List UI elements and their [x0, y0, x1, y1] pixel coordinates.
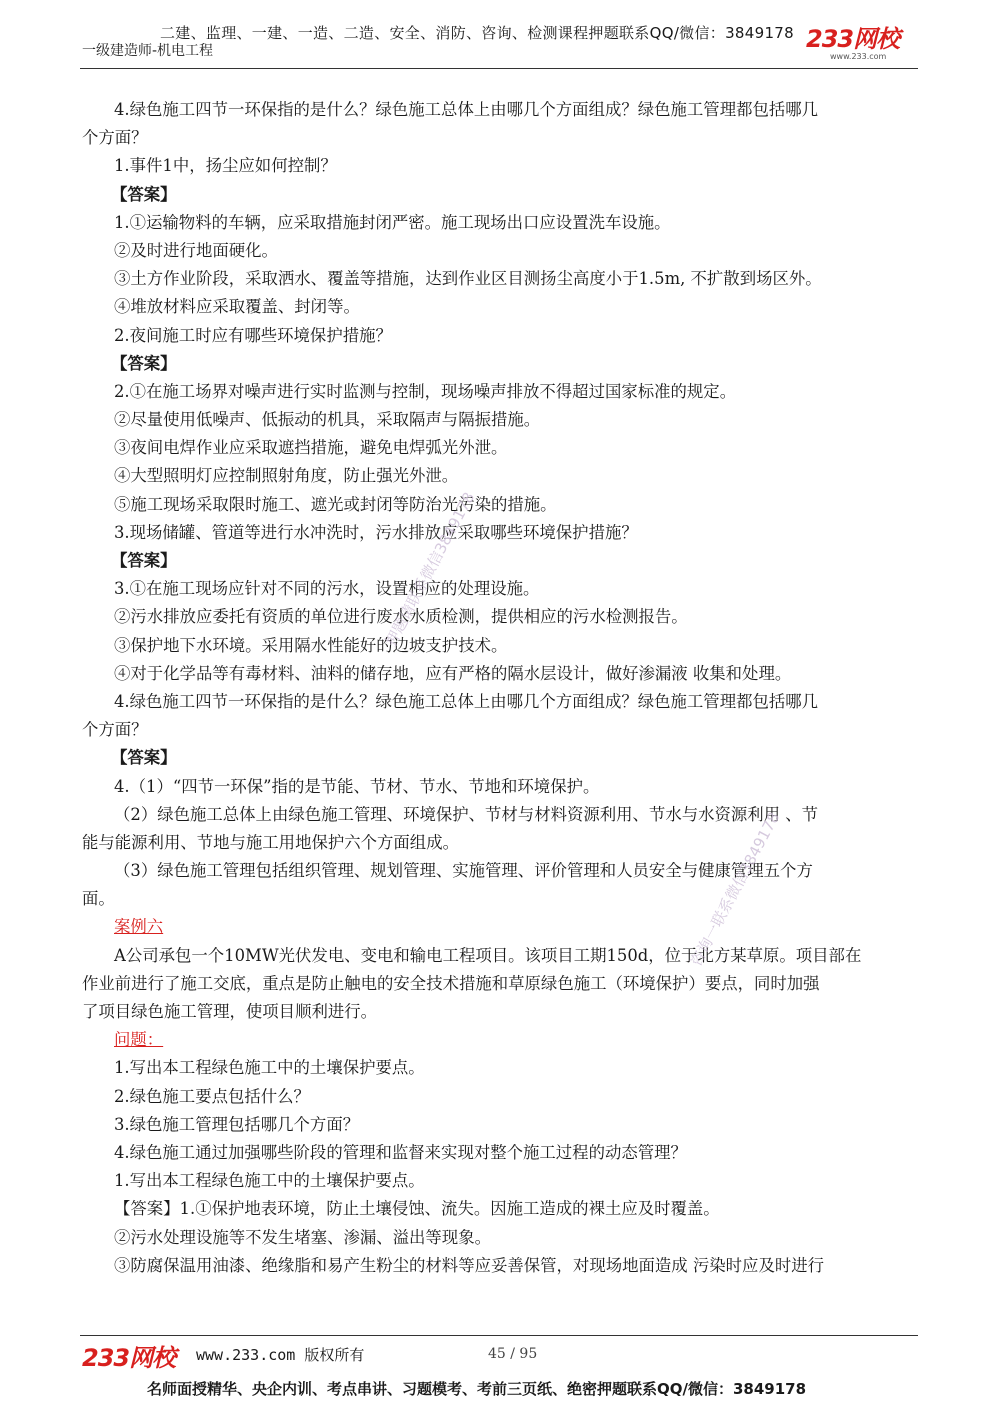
document-body — [82, 96, 927, 1280]
paragraph-line: ⑤施工现场采取限时施工、遮光或封闭等防治光污染的措施。 — [114, 494, 557, 514]
paragraph-line: 4.（1）“四节一环保”指的是节能、节材、节水、节地和环境保护。 — [114, 776, 600, 796]
paragraph-line: 4.绿色施工四节一环保指的是什么？绿色施工总体上由哪几个方面组成？绿色施工管理都包括哪几 — [114, 100, 819, 119]
paragraph-line: ③土方作业阶段，采取洒水、覆盖等措施，达到作业区目测扬尘高度小于1.5m, 不扩散到场区外。 — [114, 269, 822, 289]
paragraph-line: 个方面？ — [82, 128, 148, 148]
paragraph-line: （3）绿色施工管理包括组织管理、规划管理、实施管理、评价管理和人员安全与健康管理五个方 — [114, 861, 813, 881]
document-subtitle: 一级建造师-机电工程 — [82, 43, 214, 59]
watermark-text: 押题请联系微信3849178 — [381, 489, 479, 650]
case-title: 案例六 — [114, 917, 164, 937]
paragraph-line: 作业前进行了施工交底，重点是防止触电的安全技术措施和草原绿色施工（环境保护）要点，同时加强 — [82, 973, 820, 993]
paragraph-line: （2）绿色施工总体上由绿色施工管理、环境保护、节材与材料资源利用、节水与水资源利用 、节 — [114, 804, 819, 824]
question-line: 3.绿色施工管理包括哪几个方面？ — [114, 1114, 360, 1134]
paragraph-line: 个方面？ — [82, 720, 148, 740]
question-line: 2.绿色施工要点包括什么？ — [114, 1086, 310, 1106]
paragraph-line: ②污水排放应委托有资质的单位进行废水水质检测，提供相应的污水检测报告。 — [114, 607, 688, 627]
question-line: 1.事件1中，扬尘应如何控制？ — [114, 156, 337, 176]
header-divider — [80, 68, 918, 69]
paragraph-line: 2.①在施工场界对噪声进行实时监测与控制，现场噪声排放不得超过国家标准的规定。 — [114, 381, 737, 401]
page-number: 45 / 95 — [488, 1346, 538, 1362]
paragraph-line: ③夜间电焊作业应采取遮挡措施，避免电焊弧光外泄。 — [114, 438, 508, 458]
paragraph-line: 3.①在施工现场应针对不同的污水，设置相应的处理设施。 — [114, 579, 540, 599]
footer-logo: 233网校 — [82, 1344, 176, 1372]
paragraph-line: ②及时进行地面硬化。 — [114, 240, 278, 260]
question-line: 1.写出本工程绿色施工中的土壤保护要点。 — [114, 1058, 425, 1078]
question-line: 2.夜间施工时应有哪些环境保护措施？ — [114, 325, 392, 345]
header-contact-line: 二建、监理、一建、一造、二造、安全、消防、咨询、检测课程押题联系QQ/微信：3849178 — [160, 24, 794, 42]
logo-mark: 233网校 — [806, 25, 900, 53]
paragraph-line: 1.①运输物料的车辆，应采取措施封闭严密。施工现场出口应设置洗车设施。 — [114, 212, 671, 232]
paragraph-line: 能与能源利用、节地与施工用地保护六个方面组成。 — [82, 832, 459, 852]
answer-heading: 【答案】 — [111, 184, 177, 204]
questions-heading: 问题： — [114, 1030, 164, 1050]
question-line: 3.现场储罐、管道等进行水冲洗时，污水排放应采取哪些环境保护措施？ — [114, 522, 638, 542]
paragraph-line: ④大型照明灯应控制照射角度，防止强光外泄。 — [114, 466, 459, 486]
watermark-text: 咨询一联系微信3849178 — [686, 809, 784, 970]
answer-line: 【答案】1.①保护地表环境，防止土壤侵蚀、流失。因施工造成的裸土应及时覆盖。 — [114, 1199, 720, 1219]
paragraph-line: ②尽量使用低噪声、低振动的机具，采取隔声与隔振措施。 — [114, 410, 541, 430]
answer-heading: 【答案】 — [111, 748, 177, 768]
paragraph-line: 面。 — [82, 889, 115, 909]
question-line: 1.写出本工程绿色施工中的土壤保护要点。 — [114, 1171, 425, 1191]
question-line: 4.绿色施工四节一环保指的是什么？绿色施工总体上由哪几个方面组成？绿色施工管理都包括哪几 — [114, 691, 819, 711]
footer-divider — [80, 1335, 918, 1336]
logo-url: www.233.com — [830, 52, 887, 61]
paragraph-line: ④对于化学品等有毒材料、油料的储存地，应有严格的隔水层设计，做好渗漏液 收集和处理。 — [114, 663, 792, 683]
question-line: 4.绿色施工通过加强哪些阶段的管理和监督来实现对整个施工过程的动态管理？ — [114, 1142, 687, 1162]
answer-heading: 【答案】 — [111, 353, 177, 373]
paragraph-line: ④堆放材料应采取覆盖、封闭等。 — [114, 297, 360, 317]
paragraph-line: A公司承包一个10MW光伏发电、变电和输电工程项目。该项目工期150d，位于北方某草原。项目部在 — [114, 945, 862, 965]
paragraph-line: ③保护地下水环境。采用隔水性能好的边坡支护技术。 — [114, 635, 508, 655]
footer-copyright: www.233.com 版权所有 — [196, 1346, 365, 1364]
answer-heading: 【答案】 — [111, 551, 177, 570]
brand-logo — [806, 26, 918, 66]
footer-contact-line: 名师面授精华、央企内训、考点串讲、习题模考、考前三页纸、绝密押题联系QQ/微信：3849178 — [147, 1380, 807, 1398]
paragraph-line: ③防腐保温用油漆、绝缘脂和易产生粉尘的材料等应妥善保管，对现场地面造成 污染时应及时进行 — [114, 1255, 825, 1275]
paragraph-line: 了项目绿色施工管理，使项目顺利进行。 — [82, 1002, 378, 1021]
paragraph-line: ②污水处理设施等不发生堵塞、渗漏、溢出等现象。 — [114, 1227, 491, 1247]
